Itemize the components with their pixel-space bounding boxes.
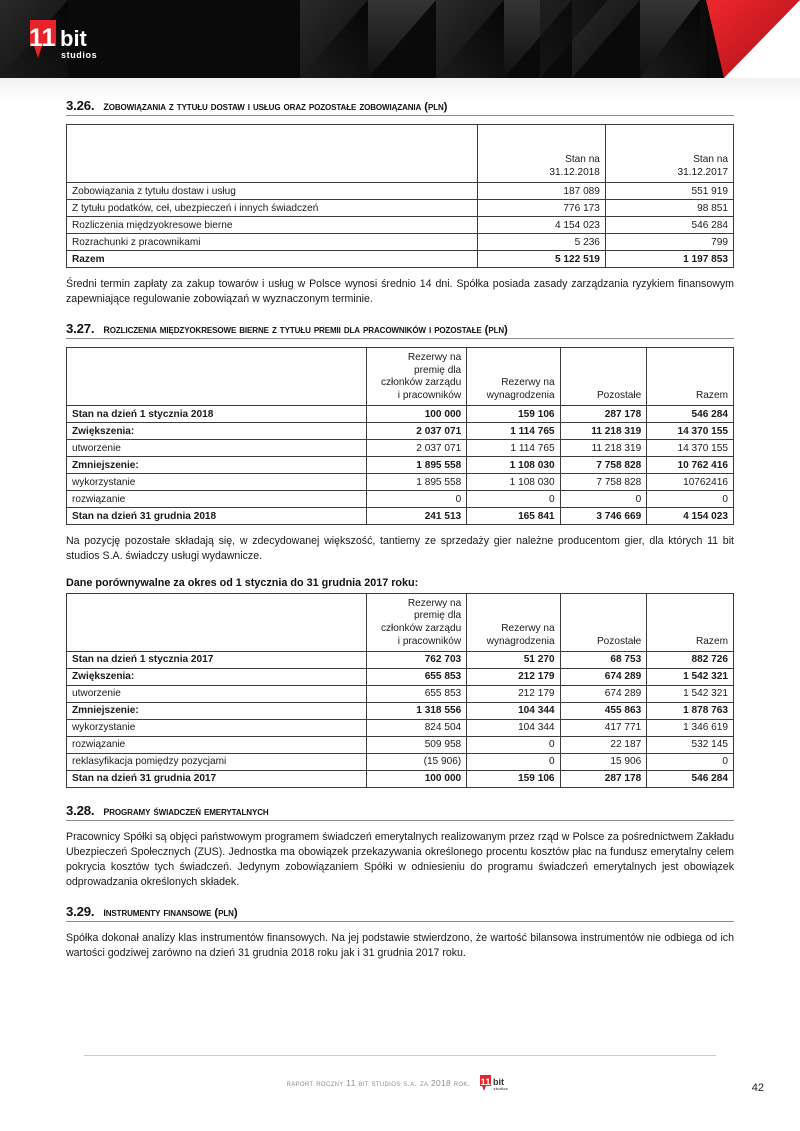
header-line-2: premię dla: [414, 364, 462, 376]
row-value-total: 1 878 763: [647, 702, 734, 719]
row-value-2017: 1 197 853: [605, 251, 733, 268]
header-cell-other: Pozostałe: [560, 593, 647, 651]
header-line-1: Rezerwy na: [407, 352, 462, 364]
row-label: Stan na dzień 31 grudnia 2018: [67, 508, 367, 525]
header-cell-salary-reserves: [467, 348, 560, 406]
row-value-bonus: (15 906): [367, 753, 467, 770]
header-line-1: Rezerwy na: [407, 597, 462, 609]
header-cell-2018: [477, 125, 605, 183]
header-line-3: członków zarządu: [380, 377, 462, 389]
header-cell-salary-reserves: [467, 593, 560, 651]
table-row-total: [67, 508, 734, 525]
row-label: rozwiązanie: [67, 491, 367, 508]
header-geometric-pattern: [0, 0, 800, 78]
row-label: Zobowiązania z tytułu dostaw i usług: [67, 183, 478, 200]
row-label: Zmniejszenie:: [67, 457, 367, 474]
row-value-bonus: 1 895 558: [367, 457, 467, 474]
table-row: [67, 753, 734, 770]
row-value-salary: 104 344: [467, 702, 560, 719]
row-value-other: 287 178: [560, 770, 647, 787]
row-value-other: 15 906: [560, 753, 647, 770]
header-line-1: Stan na: [693, 154, 728, 166]
row-value-other: 7 758 828: [560, 457, 647, 474]
svg-text:studios: studios: [493, 1087, 509, 1091]
table-header-row: [67, 125, 734, 183]
header-line-2: 31.12.2018: [549, 166, 600, 178]
table-row: [67, 736, 734, 753]
table-row: [67, 474, 734, 491]
row-value-bonus: 762 703: [367, 651, 467, 668]
row-label: reklasyfikacja pomiędzy pozycjami: [67, 753, 367, 770]
header-cell-bonus-reserves: [367, 348, 467, 406]
row-value-bonus: 824 504: [367, 719, 467, 736]
header-cell-total: Razem: [647, 348, 734, 406]
comparative-data-lead: Dane porównywalne za okres od 1 stycznia do 31 grudnia 2017 roku:: [66, 577, 419, 590]
section-heading-3-28: [66, 803, 734, 821]
footer-content: [0, 1074, 800, 1092]
header-line-4: i pracowników: [397, 635, 462, 647]
row-value-total: 1 542 321: [647, 668, 734, 685]
row-value-other: 455 863: [560, 702, 647, 719]
brand-logo-11bit-studios: [24, 18, 110, 64]
footer-divider: [84, 1055, 716, 1056]
page-content: [0, 78, 800, 961]
table-row: [67, 423, 734, 440]
row-value-other: 3 746 669: [560, 508, 647, 525]
row-label: wykorzystanie: [67, 474, 367, 491]
table-row: [67, 183, 734, 200]
section-number: 3.26.: [66, 98, 95, 113]
row-value-salary: 212 179: [467, 668, 560, 685]
paragraph-pension-programs: Pracownicy Spółki są objęci państwowym programem świadczeń emerytalnych realizowanym przez rząd w Polsce za pośrednictwem Zakładu Ubezpieczeń Społecznych (ZUS). Jednostka ma obowiązek przekazywania określonego procentu kosztów płac na fundusz emerytalny celem pokrycia kosztów tych świadczeń. Jedynym zobowiązaniem Spółki w odniesieniu do programu świadczeń emerytalnych jest obowiązek odprowadzania określonych składek.: [66, 830, 734, 888]
row-value-2017: 98 851: [605, 200, 733, 217]
section-title: instrumenty finansowe (pln): [103, 903, 238, 919]
row-value-other: 11 218 319: [560, 440, 647, 457]
table-row: [67, 440, 734, 457]
row-value-2017: 799: [605, 234, 733, 251]
header-cell-blank: [67, 125, 478, 183]
row-value-salary: 1 108 030: [467, 474, 560, 491]
row-label: Stan na dzień 31 grudnia 2017: [67, 770, 367, 787]
row-value-salary: 1 114 765: [467, 440, 560, 457]
row-value-other: 0: [560, 491, 647, 508]
row-value-other: 417 771: [560, 719, 647, 736]
section-title: programy świadczeń emerytalnych: [103, 802, 269, 818]
page-number: 42: [751, 1082, 764, 1094]
table-header-row: [67, 593, 734, 651]
table-body-accruals-2018: [67, 406, 734, 525]
row-value-2018: 187 089: [477, 183, 605, 200]
paragraph-financial-instruments: Spółka dokonał analizy klas instrumentów finansowych. Na jej podstawie stwierdzono, że wartość bilansowa instrumentów nie odbiega od ich wartości godziwej zarówno na dzień 31 grudnia 2018 roku jak i 31 grudnia 2017 roku.: [66, 931, 734, 959]
row-value-bonus: 655 853: [367, 685, 467, 702]
row-label: Stan na dzień 1 stycznia 2017: [67, 651, 367, 668]
row-value-salary: 159 106: [467, 770, 560, 787]
row-value-total: 1 542 321: [647, 685, 734, 702]
row-value-salary: 104 344: [467, 719, 560, 736]
row-value-bonus: 2 037 071: [367, 423, 467, 440]
row-value-total: 1 346 619: [647, 719, 734, 736]
row-value-salary: 0: [467, 491, 560, 508]
table-row: [67, 457, 734, 474]
header-line-1: Stan na: [565, 154, 600, 166]
table-row: [67, 491, 734, 508]
row-value-bonus: 241 513: [367, 508, 467, 525]
row-value-other: 674 289: [560, 685, 647, 702]
header-cell-blank: [67, 593, 367, 651]
table-row: [67, 200, 734, 217]
section-heading-3-26: [66, 98, 734, 116]
header-line-3: członków zarządu: [380, 622, 462, 634]
table-header-row: [67, 348, 734, 406]
header-cell-2017: [605, 125, 733, 183]
row-label: Stan na dzień 1 stycznia 2018: [67, 406, 367, 423]
table-body-accruals-2017: [67, 651, 734, 787]
table-body-trade-payables: [67, 183, 734, 268]
row-label: Zmniejszenie:: [67, 702, 367, 719]
row-value-total: 532 145: [647, 736, 734, 753]
row-value-total: 882 726: [647, 651, 734, 668]
table-row: [67, 234, 734, 251]
row-value-salary: 0: [467, 736, 560, 753]
page-header-banner: [0, 0, 800, 78]
row-value-salary: 159 106: [467, 406, 560, 423]
row-value-bonus: 1 318 556: [367, 702, 467, 719]
header-cell-bonus-reserves: [367, 593, 467, 651]
row-label: Zwiększenia:: [67, 423, 367, 440]
row-label: Z tytułu podatków, ceł, ubezpieczeń i innych świadczeń: [67, 200, 478, 217]
row-value-other: 674 289: [560, 668, 647, 685]
table-accruals-2018: [66, 347, 734, 525]
row-label: Zwiększenia:: [67, 668, 367, 685]
row-value-salary: 1 108 030: [467, 457, 560, 474]
section-title: rozliczenia międzyokresowe bierne z tytułu premii dla pracowników i pozostałe (pln): [103, 321, 508, 337]
row-value-salary: 0: [467, 753, 560, 770]
row-value-other: 287 178: [560, 406, 647, 423]
table-row: [67, 702, 734, 719]
section-title: zobowiązania z tytułu dostaw i usług oraz pozostałe zobowiązania (pln): [103, 98, 448, 113]
svg-text:11: 11: [29, 24, 56, 52]
table-row-total: [67, 770, 734, 787]
row-value-total: 0: [647, 491, 734, 508]
table-row: [67, 685, 734, 702]
section-heading-3-27: [66, 321, 734, 339]
footer-brand-logo-icon: [479, 1074, 513, 1092]
header-cell-other: Pozostałe: [560, 348, 647, 406]
section-number: 3.28.: [66, 802, 95, 818]
table-row: [67, 668, 734, 685]
header-line-2: wynagrodzenia: [486, 635, 555, 647]
row-value-2018: 4 154 023: [477, 217, 605, 234]
svg-text:studios: studios: [61, 50, 98, 60]
row-value-2018: 776 173: [477, 200, 605, 217]
row-value-salary: 165 841: [467, 508, 560, 525]
row-label: rozwiązanie: [67, 736, 367, 753]
row-value-bonus: 2 037 071: [367, 440, 467, 457]
row-label: wykorzystanie: [67, 719, 367, 736]
table-row-total: [67, 251, 734, 268]
section-heading-3-29: [66, 904, 734, 922]
section-number: 3.29.: [66, 903, 95, 919]
row-value-other: 11 218 319: [560, 423, 647, 440]
row-value-salary: 1 114 765: [467, 423, 560, 440]
row-label: Rozrachunki z pracownikami: [67, 234, 478, 251]
row-value-bonus: 1 895 558: [367, 474, 467, 491]
row-value-2017: 546 284: [605, 217, 733, 234]
section-number: 3.27.: [66, 321, 95, 337]
header-line-1: Rezerwy na: [501, 622, 555, 634]
row-value-other: 68 753: [560, 651, 647, 668]
svg-text:bit: bit: [60, 26, 87, 51]
row-value-2018: 5 236: [477, 234, 605, 251]
row-value-other: 7 758 828: [560, 474, 647, 491]
paragraph-royalties: Na pozycję pozostałe składają się, w zdecydowanej większość, tantiemy ze sprzedaży gier należne producentom gier, dla których 11 bit studios S.A. świadczy usługi wydawnicze.: [66, 535, 734, 563]
page-footer: [0, 1055, 800, 1092]
table-accruals-2017: [66, 593, 734, 788]
row-value-total: 10762416: [647, 474, 734, 491]
table-row: [67, 406, 734, 423]
paragraph-payment-terms: Średni termin zapłaty za zakup towarów i usług w Polsce wynosi średnio 14 dni. Spółka posiada zasady zarządzania ryzykiem finansowym zapewniające regulowanie zobowiązań w wyznaczonym terminie.: [66, 278, 734, 306]
table-row: [67, 719, 734, 736]
row-label: Rozliczenia międzyokresowe bierne: [67, 217, 478, 234]
row-value-other: 22 187: [560, 736, 647, 753]
row-label: Razem: [67, 251, 478, 268]
row-value-total: 546 284: [647, 770, 734, 787]
svg-text:bit: bit: [493, 1077, 505, 1087]
row-label: utworzenie: [67, 440, 367, 457]
header-line-2: 31.12.2017: [677, 166, 728, 178]
row-value-total: 10 762 416: [647, 457, 734, 474]
footer-report-title: raport roczny 11 bit studios s.a. za 2018 rok.: [286, 1078, 471, 1088]
header-cell-total: Razem: [647, 593, 734, 651]
row-value-total: 14 370 155: [647, 423, 734, 440]
table-trade-payables: [66, 124, 734, 268]
row-value-2017: 551 919: [605, 183, 733, 200]
row-value-total: 546 284: [647, 406, 734, 423]
svg-text:11: 11: [480, 1077, 491, 1088]
row-value-bonus: 655 853: [367, 668, 467, 685]
header-line-2: wynagrodzenia: [486, 389, 555, 401]
row-value-bonus: 100 000: [367, 770, 467, 787]
header-cell-blank: [67, 348, 367, 406]
row-value-total: 4 154 023: [647, 508, 734, 525]
header-line-4: i pracowników: [397, 389, 462, 401]
row-value-total: 14 370 155: [647, 440, 734, 457]
table-row: [67, 651, 734, 668]
row-value-2018: 5 122 519: [477, 251, 605, 268]
row-value-salary: 212 179: [467, 685, 560, 702]
row-label: utworzenie: [67, 685, 367, 702]
header-line-2: premię dla: [414, 610, 462, 622]
row-value-bonus: 0: [367, 491, 467, 508]
table-row: [67, 217, 734, 234]
header-line-1: Rezerwy na: [501, 377, 555, 389]
row-value-total: 0: [647, 753, 734, 770]
row-value-bonus: 509 958: [367, 736, 467, 753]
row-value-bonus: 100 000: [367, 406, 467, 423]
row-value-salary: 51 270: [467, 651, 560, 668]
